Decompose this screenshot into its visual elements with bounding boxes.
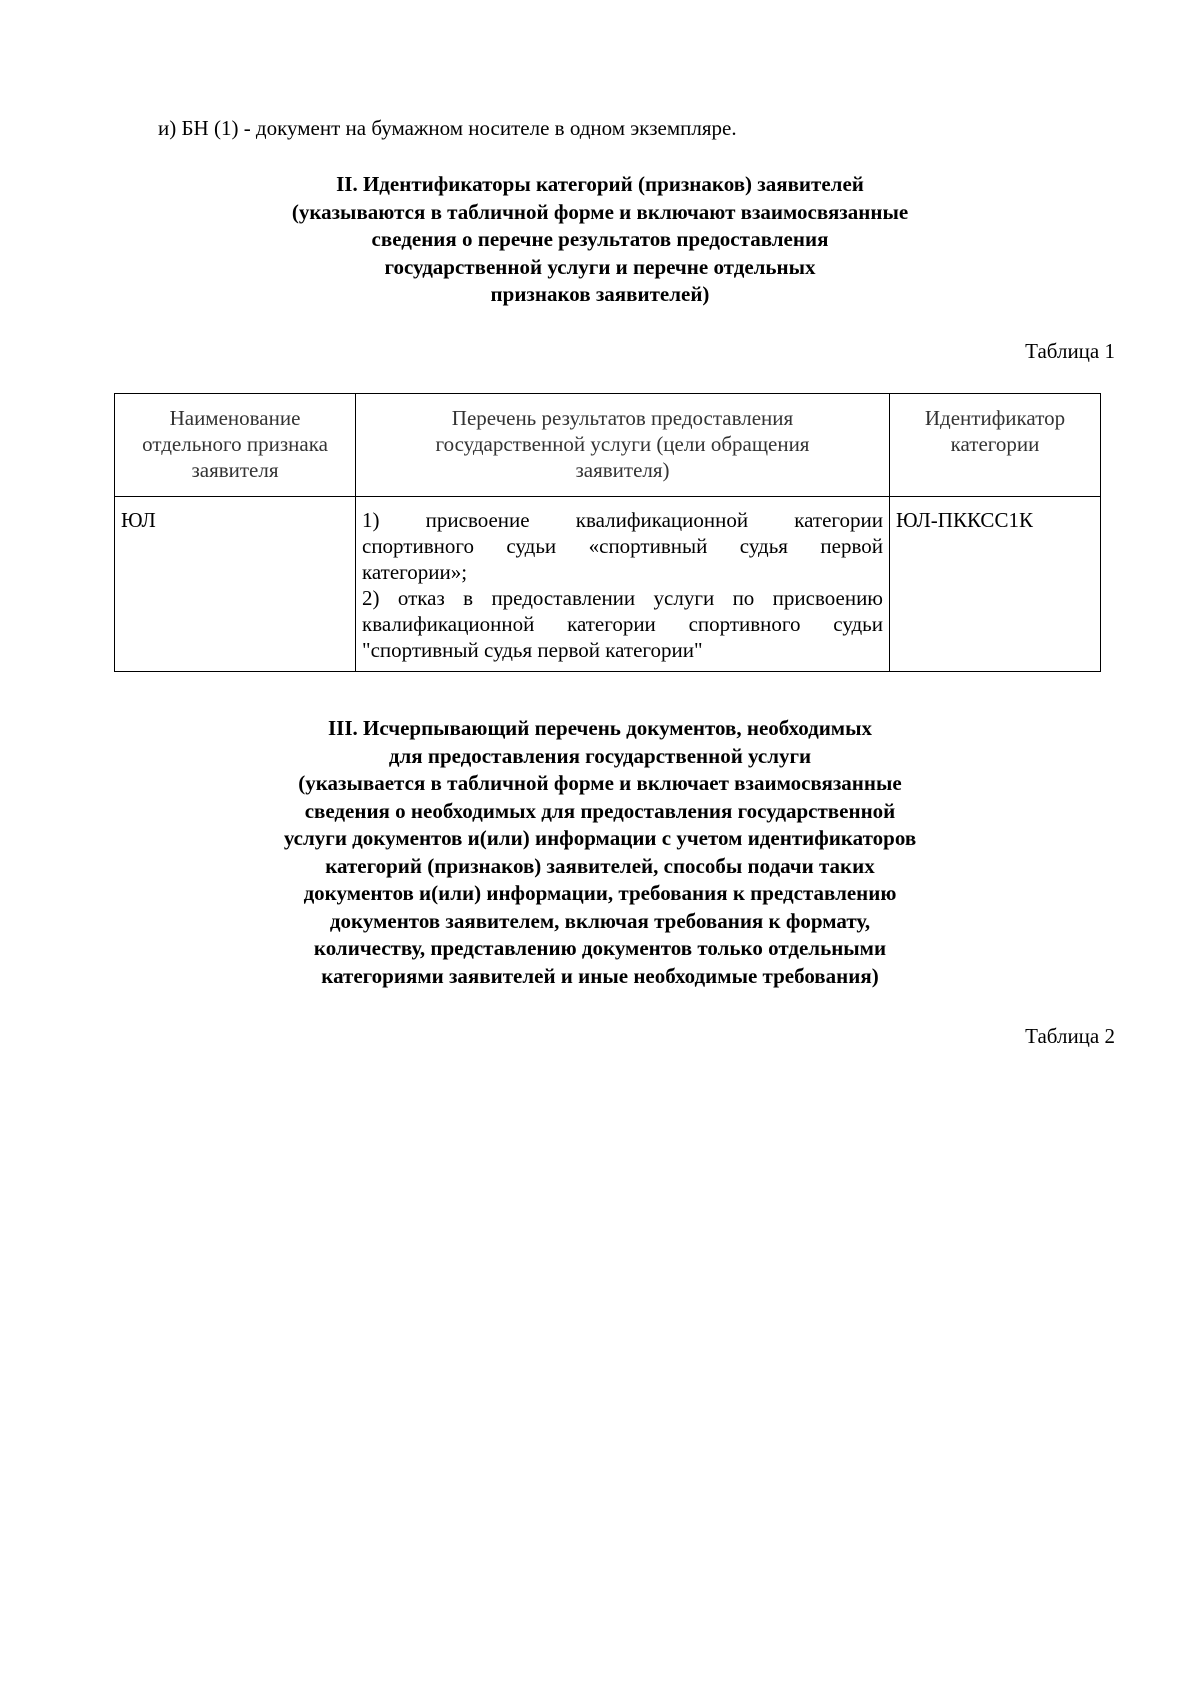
heading-line: документов заявителем, включая требования к формату, — [329, 908, 871, 933]
heading-line: государственной услуги и перечне отдельных — [384, 254, 816, 279]
heading-line: сведения о необходимых для предоставления государственной — [304, 798, 896, 823]
section-3-heading — [160, 715, 1040, 990]
heading-line: услуги документов и(или) информации с учетом идентификаторов — [283, 826, 917, 850]
heading-line: категорий (признаков) заявителей, способы подачи таких — [325, 853, 875, 878]
cell-identifier: ЮЛ-ПККСС1К — [890, 497, 1101, 672]
header-feature-name: Наименование отдельного признака заявителя — [115, 394, 356, 497]
cell-results: 1) присвоение квалификационной категории спортивного судьи «спортивный судья первой категории»; 2) отказ в предоставлении услуги по присвоению квалификационной категории спортивного судьи "спортивный судья первой категории" — [356, 497, 890, 672]
heading-line: документов и(или) информации, требования к представлению — [303, 881, 897, 905]
heading-line: (указывается в табличной форме и включает взаимосвязанные — [298, 771, 902, 795]
heading-line: II. Идентификаторы категорий (признаков) заявителей — [336, 172, 864, 196]
heading-line: для предоставления государственной услуги — [388, 743, 812, 768]
table-row — [115, 497, 1101, 672]
heading-line: (указываются в табличной форме и включают взаимосвязанные — [291, 199, 909, 224]
table-1-label: Таблица 1 — [1025, 339, 1115, 363]
heading-line: III. Исчерпывающий перечень документов, необходимых — [327, 716, 873, 740]
table-2-label: Таблица 2 — [1025, 1024, 1115, 1048]
cell-feature: ЮЛ — [115, 497, 356, 672]
heading-line: категориями заявителей и иные необходимые требования) — [321, 963, 879, 988]
heading-line: сведения о перечне результатов предоставления — [371, 227, 829, 251]
applicant-categories-table — [114, 393, 1101, 672]
table-header-row — [115, 394, 1101, 497]
header-results-list: Перечень результатов предоставления государственной услуги (цели обращения заявителя) — [356, 394, 890, 497]
header-category-identifier: Идентификатор категории — [890, 394, 1101, 497]
heading-line: признаков заявителей) — [490, 282, 710, 306]
heading-line: количеству, представлению документов только отдельными — [313, 936, 887, 960]
intro-paragraph: и) БН (1) - документ на бумажном носителе в одном экземпляре. — [158, 116, 737, 140]
section-2-heading — [160, 171, 1040, 309]
